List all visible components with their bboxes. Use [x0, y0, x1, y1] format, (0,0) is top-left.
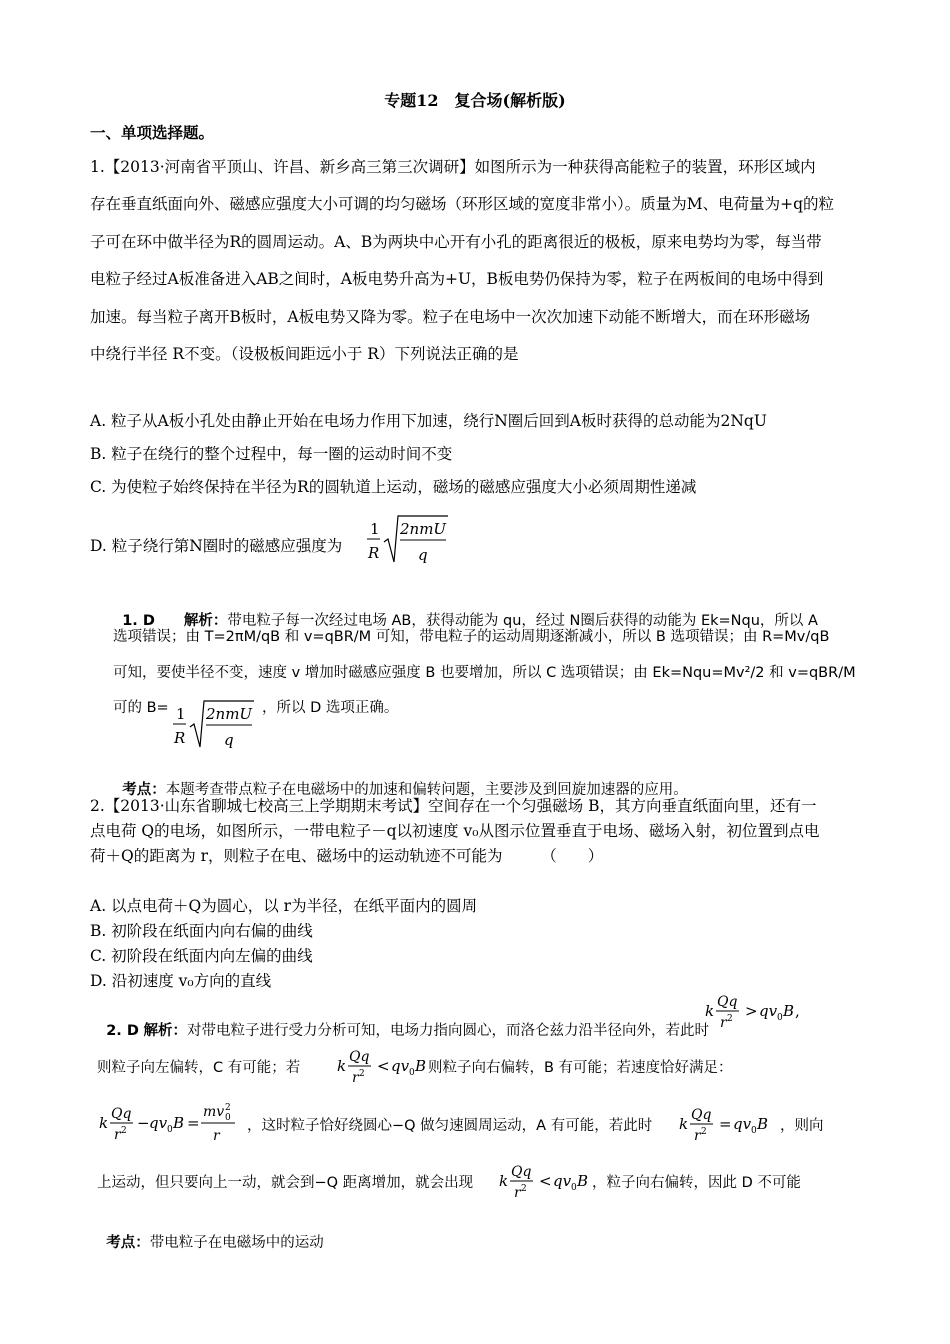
q2-line-3: 荷＋Q的距离为 r，则粒子在电、磁场中的运动轨迹不可能为 （ ）: [90, 847, 604, 865]
q2-equality: [677, 1102, 787, 1146]
q1-answer-line-3: 可知，要使半径不变，速度 v 增加时磁感应强度 B 也要增加，所以 C 选项错误；由 Ek=Nqu=Mv²/2 和 v=qBR/M: [113, 665, 856, 681]
svg-text:0: 0: [167, 1125, 173, 1135]
q1-answer-line-4b: ，所以 D 选项正确。: [262, 700, 399, 716]
q1-keypoint: 考点：本题考查带点粒子在电磁场中的加速和偏转问题，主要涉及到回旋加速器的应用。: [122, 782, 688, 798]
q2-answer-line-2b: 则粒子向右偏转，B 有可能；若速度恰好满足：: [428, 1060, 733, 1076]
q1-option-c: C. 为使粒子始终保持在半径为R的圆轨道上运动，磁场的磁感应强度大小必须周期性递减: [90, 478, 697, 496]
page-title: 专题12 复合场(解析版): [384, 91, 566, 110]
svg-text:r: r: [213, 1128, 220, 1144]
q1-answer-line-2: 选项错误；由 T=2πM/qB 和 v=qBR/M 可知，带电粒子的运动周期逐渐减小，所以 B 选项错误；由 R=Mv/qB: [113, 629, 830, 645]
svg-text:qv: qv: [391, 1057, 410, 1075]
svg-text:2: 2: [359, 1069, 365, 1079]
q2-answer-line-3b: ，则向: [780, 1118, 824, 1134]
q1-line-2: 存在垂直纸面向外、磁感应强度大小可调的均匀磁场（环形区域的宽度非常小）。质量为M、电荷量为+q的粒: [90, 195, 835, 213]
q1-answer-line-1: 1. D 解析：带电粒子每一次经过电场 AB，获得动能为 qu，经过 N圈后获得的动能为 Ek=Nqu，所以 A: [122, 613, 818, 629]
section-heading: 一、单项选择题。: [90, 123, 215, 142]
q1-option-b: B. 粒子在绕行的整个过程中，每一圈的运动时间不变: [90, 445, 453, 463]
q1-line-1: 1.【2013·河南省平顶山、许昌、新乡高三第三次调研】如图所示为一种获得高能粒子的装置，环形区域内: [90, 158, 816, 176]
svg-text:k: k: [337, 1057, 347, 1075]
svg-text:qv: qv: [149, 1114, 168, 1132]
q2-option-a: A. 以点电荷＋Q为圆心，以 r为半径，在纸平面内的圆周: [90, 897, 478, 915]
svg-text:0: 0: [777, 1013, 783, 1023]
q2-answer-line-3a: ，这时粒子恰好绕圆心−Q 做匀速圆周运动，A 有可能，若此时: [247, 1118, 653, 1134]
svg-text:r: r: [352, 1070, 359, 1086]
svg-text:qv: qv: [733, 1115, 752, 1133]
frac-num: 1: [370, 520, 380, 538]
q1-answer-line-4a: 可的 B=: [113, 700, 169, 716]
svg-text:1: 1: [176, 705, 186, 723]
svg-text:0: 0: [751, 1126, 757, 1136]
q2-option-d: D. 沿初速度 v₀方向的直线: [90, 972, 272, 990]
svg-text:2: 2: [225, 1103, 231, 1113]
q1-option-a: A. 粒子从A板小孔处由静止开始在电场力作用下加速，绕行N圈后回到A板时获得的总动能为2NqU: [90, 412, 767, 430]
svg-text:qv: qv: [553, 1172, 572, 1190]
svg-text:−: −: [137, 1114, 150, 1132]
q2-option-b: B. 初阶段在纸面内向右偏的曲线: [90, 922, 313, 940]
svg-text:k: k: [99, 1114, 109, 1132]
svg-text:=: =: [719, 1115, 732, 1133]
q2-answer-line-4a: 上运动，但只要向上一动，就会到−Q 距离增加，就会出现: [97, 1175, 474, 1191]
q2-option-c: C. 初阶段在纸面内向左偏的曲线: [90, 947, 313, 965]
q2-answer-line-2a: 则粒子向左偏转，C 有可能；若: [97, 1060, 301, 1076]
q1-option-d: D. 粒子绕行第N圈时的磁感应强度为: [90, 537, 343, 555]
q2-keypoint: 考点：带电粒子在电磁场中的运动: [106, 1235, 324, 1251]
svg-text:2: 2: [701, 1127, 707, 1137]
svg-text:mv: mv: [203, 1104, 225, 1120]
svg-text:q: q: [224, 731, 234, 749]
svg-text:0: 0: [571, 1183, 577, 1193]
svg-text:R: R: [174, 729, 186, 747]
svg-text:2: 2: [121, 1126, 127, 1136]
q1-line-3: 子可在环中做半径为R的圆周运动。A、B为两块中心开有小孔的距离很近的极板，原来电势均为零，每当带: [90, 233, 822, 251]
svg-text:Qq: Qq: [691, 1107, 712, 1123]
svg-text:qv: qv: [759, 1002, 778, 1020]
svg-text:B: B: [415, 1057, 427, 1075]
q2-answer-line-4b: ，粒子向右偏转，因此 D 不可能: [592, 1175, 801, 1191]
svg-text:2nmU: 2nmU: [206, 705, 253, 723]
svg-text:r: r: [114, 1127, 121, 1143]
svg-text:k: k: [705, 1002, 715, 1020]
svg-text:0: 0: [409, 1068, 415, 1078]
q1-answer-formula: [170, 697, 260, 753]
q2-answer-line-1: 2. D 解析：对带电粒子进行受力分析可知，电场力指向圆心，而洛仑兹力沿半径向外，若此时: [106, 1023, 710, 1039]
svg-text:r: r: [694, 1128, 701, 1144]
svg-text:<: <: [377, 1057, 390, 1075]
svg-text:k: k: [679, 1115, 689, 1133]
svg-text:Qq: Qq: [717, 994, 738, 1010]
q2-equation: [97, 1098, 247, 1148]
svg-text:B: B: [757, 1115, 769, 1133]
svg-text:Qq: Qq: [511, 1164, 532, 1180]
q1-line-4: 电粒子经过A板准备进入AB之间时，A板电势升高为+U，B板电势仍保持为零，粒子在两板间的电场中得到: [90, 270, 824, 288]
svg-text:B: B: [577, 1172, 589, 1190]
q2-line-1: 2.【2013·山东省聊城七校高三上学期期末考试】空间存在一个匀强磁场 B，其方向垂直纸面向里，还有一: [90, 797, 817, 815]
svg-text:=: =: [187, 1114, 200, 1132]
svg-text:B: B: [783, 1002, 795, 1020]
frac-den: R: [368, 544, 380, 562]
svg-text:B: B: [173, 1114, 185, 1132]
svg-text:k: k: [499, 1172, 509, 1190]
root-num: 2nmU: [400, 520, 447, 538]
svg-text:r: r: [720, 1015, 727, 1031]
q1-option-d-formula: [364, 512, 454, 568]
q1-line-6: 中绕行半径 R不变。（设极板间距远小于 R）下列说法正确的是: [90, 345, 519, 363]
svg-text:r: r: [514, 1185, 521, 1201]
q2-line-2: 点电荷 Q的电场，如图所示，一带电粒子－q以初速度 v₀从图示位置垂直于电场、磁场入射，初位置到点电: [90, 822, 820, 840]
svg-text:2: 2: [521, 1184, 527, 1194]
svg-text:<: <: [539, 1172, 552, 1190]
q2-inequality-1: [703, 989, 843, 1033]
svg-text:>: >: [745, 1002, 758, 1020]
svg-text:,: ,: [795, 1002, 800, 1020]
svg-text:Qq: Qq: [111, 1106, 132, 1122]
root-den: q: [418, 546, 428, 564]
q1-line-5: 加速。每当粒子离开B板时，A板电势又降为零。粒子在电场中一次次加速下动能不断增大，而在环形磁场: [90, 308, 811, 326]
svg-text:2: 2: [727, 1014, 733, 1024]
svg-text:Qq: Qq: [349, 1049, 370, 1065]
svg-text:0: 0: [225, 1113, 231, 1123]
q2-inequality-3: [497, 1159, 607, 1203]
